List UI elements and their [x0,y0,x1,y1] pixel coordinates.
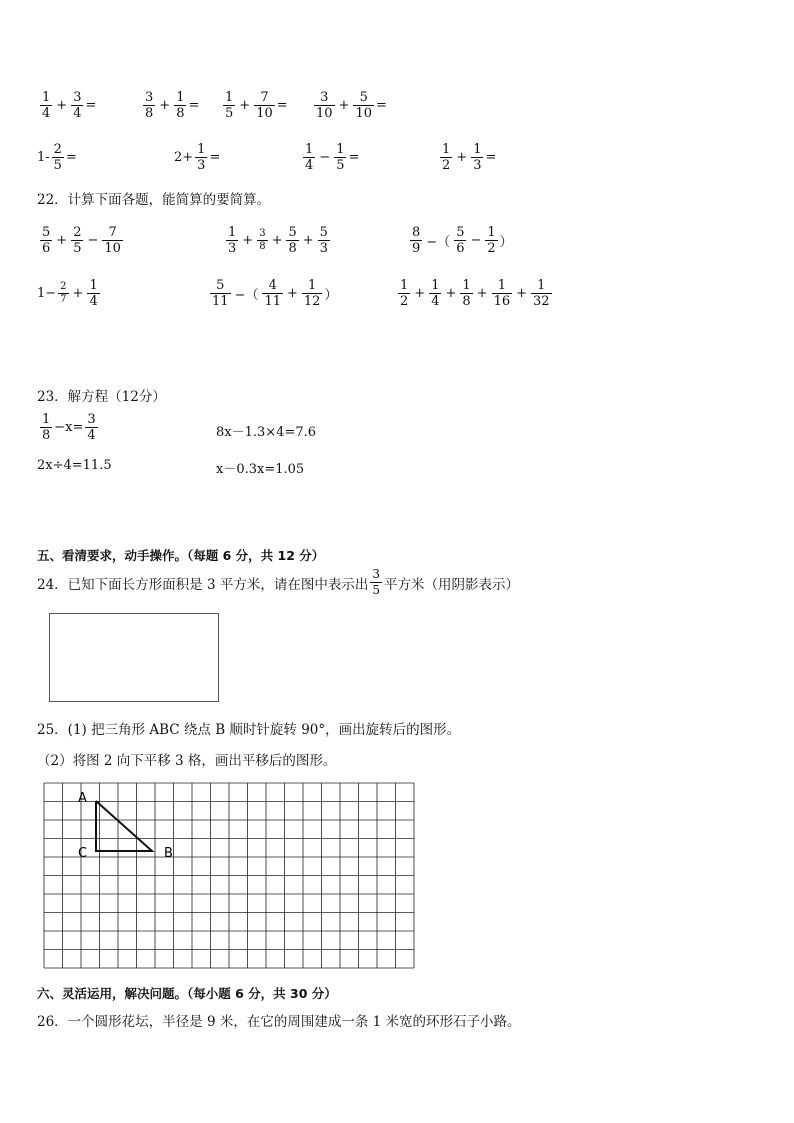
grid-lines [44,783,414,968]
section-5-title: 五、看清要求，动手操作。（每题 6 分，共 12 分） [37,548,325,563]
exercise-2: $\frac{3}{8}$ + $\frac{1}{8}$ = [145,90,200,121]
exercise-5: 1- $\frac{2}{5}$ = [37,142,77,173]
q22-expr-5: $\frac{5}{11}$ −（ $\frac{4}{11}$ + $\frac{1}{12}$ ） [212,278,338,309]
fraction: $\frac{3}{4}$ [73,90,82,121]
q23-title: 23．解方程（12分） [37,389,166,405]
q22-expr-4: 1− $\frac{2}{7}$ + $\frac{1}{4}$ [37,278,98,309]
q23-eq-3: 2x÷4=11.5 [37,458,112,473]
rectangle-figure [49,613,219,702]
exercise-1: $\frac{1}{4}$ + $\frac{3}{4}$ = [42,90,97,121]
q25-part-1: 25．(1) 把三角形 ABC 绕点 B 顺时针旋转 90°，画出旋转后的图形。 [37,722,461,738]
triangle-abc [96,801,152,851]
q22-expr-6: $\frac{1}{2}$ + $\frac{1}{4}$ + $\frac{1}{8}$ + $\frac{1}{16}$ + $\frac{1}{32}$ [400,278,550,309]
label-c: C [78,846,88,861]
label-a: A [78,791,87,806]
exercise-8: $\frac{1}{2}$ + $\frac{1}{3}$ = [442,142,497,173]
exercise-7: $\frac{1}{4}$ − $\frac{1}{5}$ = [305,142,360,173]
q23-eq-1: $\frac{1}{8}$ −x= $\frac{3}{4}$ [42,412,96,443]
q25-part-2: （2）将图 2 向下平移 3 格，画出平移后的图形。 [37,753,337,769]
exercise-3: $\frac{1}{5}$ + $\frac{7}{10}$ = [225,90,288,121]
fraction: $\frac{1}{4}$ [42,90,51,121]
q23-eq-2: 8x－1.3×4=7.6 [216,425,317,440]
q24-text: 24．已知下面长方形面积是 3 平方米，请在图中表示出 $\frac{3}{5}$ 平方米（用阴影表示） [37,567,519,597]
q23-eq-4: x－0.3x=1.05 [216,462,305,477]
section-6-title: 六、灵活运用，解决问题。（每小题 6 分，共 30 分） [37,986,337,1001]
grid-figure [40,779,416,971]
q22-expr-2: $\frac{1}{3}$ + $\frac{3}{8}$ + $\frac{5}{8}$ + $\frac{5}{3}$ [228,225,328,256]
exercise-4: $\frac{3}{10}$ + $\frac{5}{10}$ = [316,90,387,121]
label-b: B [164,846,173,861]
q22-title: 22．计算下面各题，能简算的要简算。 [37,192,271,208]
q26-text: 26．一个圆形花坛，半径是 9 米，在它的周围建成一条 1 米宽的环形石子小路。 [37,1014,521,1030]
q22-expr-3: $\frac{8}{9}$ −（ $\frac{5}{6}$ − $\frac{1}{2}$ ） [412,225,513,256]
q22-expr-1: $\frac{5}{6}$ + $\frac{2}{5}$ − $\frac{7}{10}$ [42,225,121,256]
exercise-6: 2+ $\frac{1}{3}$ = [174,142,221,173]
